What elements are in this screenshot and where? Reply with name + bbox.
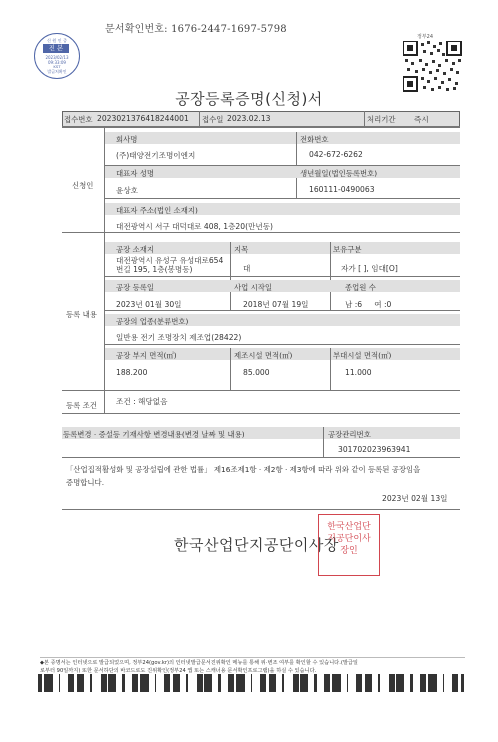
address-value: 대전광역시 서구 대덕대로 408, 1층20(만년동): [116, 222, 274, 231]
stamp-date: 2023/02/13: [45, 55, 69, 60]
business-start-date: 2018년 07월 19일: [243, 300, 309, 309]
conditions-label: 등록 조건: [66, 401, 97, 410]
receipt-number-label: 접수번호: [64, 115, 93, 124]
industry-value: 일반용 전기 조명장치 제조업(28422): [116, 333, 242, 342]
birth-number: 160111-0490063: [309, 185, 375, 194]
ownership-value: 자가 [ ], 임대[O]: [341, 264, 398, 273]
certify-statement-line2: 증명합니다.: [66, 478, 105, 487]
factory-location-line2: 번길 195, 1층(봉명동): [116, 265, 193, 274]
conditions-value: 조건 : 해당없음: [116, 397, 168, 406]
stamp-top-text: 신 원 인 증: [46, 38, 68, 43]
registration-date-label: 공장 등록일: [116, 283, 155, 292]
auxiliary-area: 11.000: [345, 368, 372, 377]
authenticity-stamp: [34, 33, 80, 79]
receipt-number: 2023021376418244001: [97, 114, 189, 123]
registration-section-label: 등록 내용: [66, 310, 97, 319]
footer-note-line2: 로부터 90일까지) 또한 문서하단의 바코드로도 진위확인(정부24 앱 또는 스캐너용 문서확인프로그램)을 하실 수 있습니다.: [40, 668, 317, 674]
qr-label: 정부24: [417, 34, 434, 40]
management-number: 301702023963941: [338, 445, 411, 454]
employees-label: 종업원 수: [345, 283, 376, 292]
dates-header-row: [105, 280, 460, 292]
qr-code-icon: [403, 33, 463, 93]
birth-label: 생년월일(법인등록번호): [300, 169, 378, 178]
registration-date: 2023년 01월 30일: [116, 300, 182, 309]
processing-period-label: 처리기간: [367, 115, 396, 124]
employee-count: 남 :6 여 :0: [345, 300, 392, 309]
industry-label: 공장의 업종(분류번호): [116, 317, 189, 326]
company-label: 회사명: [116, 135, 138, 144]
factory-location-label: 공장 소재지: [116, 245, 155, 254]
manufacturing-area-label: 제조시설 면적(㎡): [234, 351, 293, 360]
receipt-date-label: 접수일: [202, 115, 224, 124]
document-number: 문서확인번호: 1676-2447-1697-5798: [105, 24, 287, 35]
company-name: (주)태양전기조명이엔지: [116, 151, 196, 160]
processing-period: 즉시: [414, 115, 429, 124]
stamp-kst: KST: [53, 64, 61, 69]
ceo-header-row: [105, 166, 460, 178]
issue-date: 2023년 02월 13일: [382, 494, 448, 503]
certify-statement-line1: 「산업집적활성화 및 공장설립에 관한 법률」 제16조제1항 · 제2항 · 제3항에 따라 위와 같이 등록된 공장임을: [66, 465, 421, 474]
phone-label: 전화번호: [300, 135, 329, 144]
document-title: 공장등록증명(신청)서: [175, 90, 323, 108]
business-start-label: 사업 시작일: [234, 283, 273, 292]
seal-text: 한국산업단지공단이사장인: [327, 522, 371, 556]
changes-label: 등록변경 · 증설등 기재사항 변경내용(변경 날짜 및 내용): [63, 430, 245, 439]
footer-note-line1: ◆본 증명서는 인터넷으로 발급되었으며, 정부24(gov.kr)의 인터넷발급문서진위확인 메뉴를 통해 위·변조 여부를 확인할 수 있습니다.(발급일: [40, 660, 358, 666]
factory-header-row: [105, 242, 460, 254]
official-seal: [318, 514, 380, 576]
stamp-original-label: 진 본: [43, 44, 69, 53]
factory-location-line1: 대전광역시 유성구 유성대로654: [116, 256, 224, 265]
land-category-label: 지목: [234, 245, 249, 254]
applicant-section-label: 신청인: [72, 181, 94, 190]
ceo-label: 대표자 성명: [116, 169, 155, 178]
receipt-date: 2023.02.13: [227, 114, 271, 123]
site-area-label: 공장 부지 면적(㎡): [116, 351, 177, 360]
barcode-icon: [38, 674, 466, 692]
site-area: 188.200: [116, 368, 148, 377]
ceo-name: 윤상호: [116, 186, 139, 195]
stamp-time: 09:33:09: [48, 60, 66, 65]
address-label: 대표자 주소(법인 소재지): [116, 206, 198, 215]
land-category: 대: [243, 264, 251, 273]
phone-number: 042-672-6262: [309, 150, 363, 159]
stamp-issuer: 발급처확인: [47, 69, 67, 74]
auxiliary-area-label: 부대시설 면적(㎡): [333, 351, 392, 360]
manufacturing-area: 85.000: [243, 368, 270, 377]
management-number-label: 공장관리번호: [328, 430, 371, 439]
ownership-label: 보유구분: [333, 245, 362, 254]
qr-pattern: [403, 41, 463, 93]
issuer-name: 한국산업단지공단이사장: [174, 536, 339, 554]
company-header-row: [105, 132, 460, 144]
